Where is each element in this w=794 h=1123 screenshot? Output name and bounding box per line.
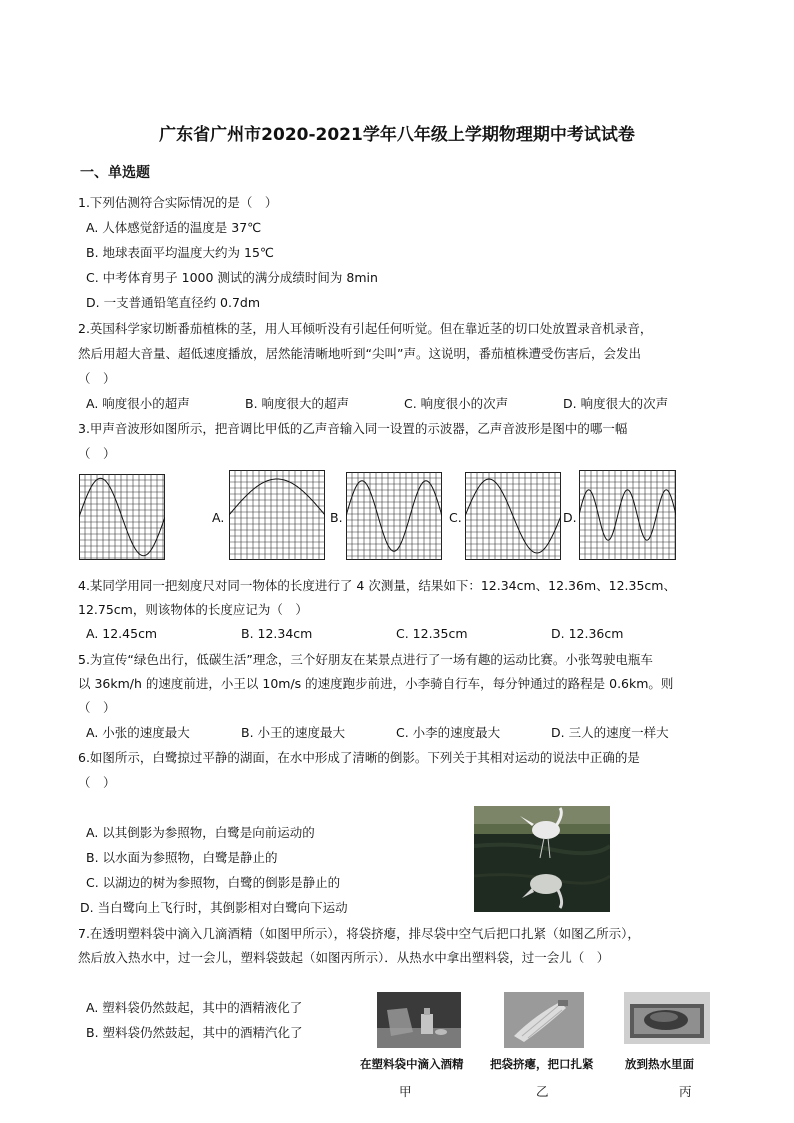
q6-stem-line-1: 6.如图所示，白鹭掠过平静的湖面，在水中形成了清晰的倒影。下列关于其相对运动的说法中正确的是 (78, 750, 640, 765)
q4-stem-line-1: 4.某同学用同一把刻度尺对同一物体的长度进行了 4 次测量，结果如下：12.34cm、12.36m、12.35cm、 (78, 578, 676, 593)
q3-label-c: C. (449, 510, 462, 525)
label-jia: 甲 (399, 1084, 412, 1099)
q3-label-a: A. (212, 510, 225, 525)
egret-photo (474, 806, 610, 912)
q1-option-b: B. 地球表面平均温度大约为 15℃ (86, 245, 274, 260)
q5-stem-line-3: （ ） (78, 700, 116, 715)
q3-label-d: D. (563, 510, 577, 525)
q2-stem-line-2: 然后用超大音量、超低速度播放，居然能清晰地听到“尖叫”声。这说明，番茄植株遭受伤害后，会发出 (78, 346, 641, 361)
q1-option-c: C. 中考体育男子 1000 测试的满分成绩时间为 8min (86, 270, 378, 285)
q1-option-d: D. 一支普通铅笔直径约 0.7dm (86, 295, 261, 310)
q3-label-b: B. (330, 510, 343, 525)
q2-stem-line-1: 2.英国科学家切断番茄植株的茎，用人耳倾听没有引起任何听觉。但在靠近茎的切口处放置录音机录音， (78, 321, 653, 336)
q3-stem-line-1: 3.甲声音波形如图所示，把音调比甲低的乙声音输入同一设置的示波器，乙声音波形是图中的哪一幅 (78, 421, 628, 436)
waveform-c (465, 472, 561, 560)
q6-option-c: C. 以湖边的树为参照物，白鹭的倒影是静止的 (86, 875, 341, 890)
q7-stem-line-2: 然后放入热水中，过一会儿，塑料袋鼓起（如图丙所示）．从热水中拿出塑料袋，过一会儿（ ） (78, 950, 610, 965)
q5-option-a: A. 小张的速度最大 (86, 725, 190, 740)
section-heading: 一、单选题 (80, 165, 150, 181)
q2-stem-line-3: （ ） (78, 371, 116, 386)
q4-option-c: C. 12.35cm (396, 626, 468, 641)
q2-option-d: D. 响度很大的次声 (563, 396, 669, 411)
waveform-jia (79, 474, 165, 560)
q3-stem-line-2: （ ） (78, 446, 116, 461)
q5-option-b: B. 小王的速度最大 (241, 725, 346, 740)
q2-option-b: B. 响度很大的超声 (245, 396, 350, 411)
q1-stem: 1.下列估测符合实际情况的是（ ） (78, 195, 278, 210)
caption-yi: 把袋挤瘪，把口扎紧 (490, 1057, 594, 1071)
q4-option-b: B. 12.34cm (241, 626, 313, 641)
q7-option-a: A. 塑料袋仍然鼓起，其中的酒精液化了 (86, 1000, 303, 1015)
waveform-d (579, 470, 676, 560)
q5-option-c: C. 小李的速度最大 (396, 725, 501, 740)
q5-stem-line-1: 5.为宣传“绿色出行，低碳生活”理念，三个好朋友在某景点进行了一场有趣的运动比赛。小张驾驶电瓶车 (78, 652, 653, 667)
q6-option-d: D. 当白鹭向上飞行时，其倒影相对白鹭向下运动 (80, 900, 348, 915)
photo-jia (377, 992, 461, 1048)
q6-option-b: B. 以水面为参照物，白鹭是静止的 (86, 850, 278, 865)
q7-option-b: B. 塑料袋仍然鼓起，其中的酒精汽化了 (86, 1025, 303, 1040)
q7-stem-line-1: 7.在透明塑料袋中滴入几滴酒精（如图甲所示），将袋挤瘪，排尽袋中空气后把口扎紧（如图乙所示）， (78, 926, 640, 941)
q2-option-c: C. 响度很小的次声 (404, 396, 509, 411)
page-title: 广东省广州市2020-2021学年八年级上学期物理期中考试试卷 (159, 125, 635, 145)
caption-jia: 在塑料袋中滴入酒精 (360, 1057, 464, 1071)
q4-stem-line-2: 12.75cm，则该物体的长度应记为（ ） (78, 602, 308, 617)
photo-bing (624, 992, 710, 1044)
waveform-b (346, 472, 442, 560)
label-yi: 乙 (536, 1084, 549, 1099)
photo-yi (504, 992, 584, 1048)
q6-stem-line-2: （ ） (78, 775, 116, 790)
label-bing: 丙 (679, 1084, 692, 1099)
q6-option-a: A. 以其倒影为参照物，白鹭是向前运动的 (86, 825, 315, 840)
q2-option-a: A. 响度很小的超声 (86, 396, 190, 411)
q5-stem-line-2: 以 36km/h 的速度前进，小王以 10m/s 的速度跑步前进，小李骑自行车，每分钟通过的路程是 0.6km。则 (78, 676, 674, 691)
q5-option-d: D. 三人的速度一样大 (551, 725, 669, 740)
caption-bing: 放到热水里面 (625, 1057, 694, 1071)
q4-option-d: D. 12.36cm (551, 626, 624, 641)
q4-option-a: A. 12.45cm (86, 626, 158, 641)
waveform-a (229, 470, 325, 560)
q1-option-a: A. 人体感觉舒适的温度是 37℃ (86, 220, 262, 235)
